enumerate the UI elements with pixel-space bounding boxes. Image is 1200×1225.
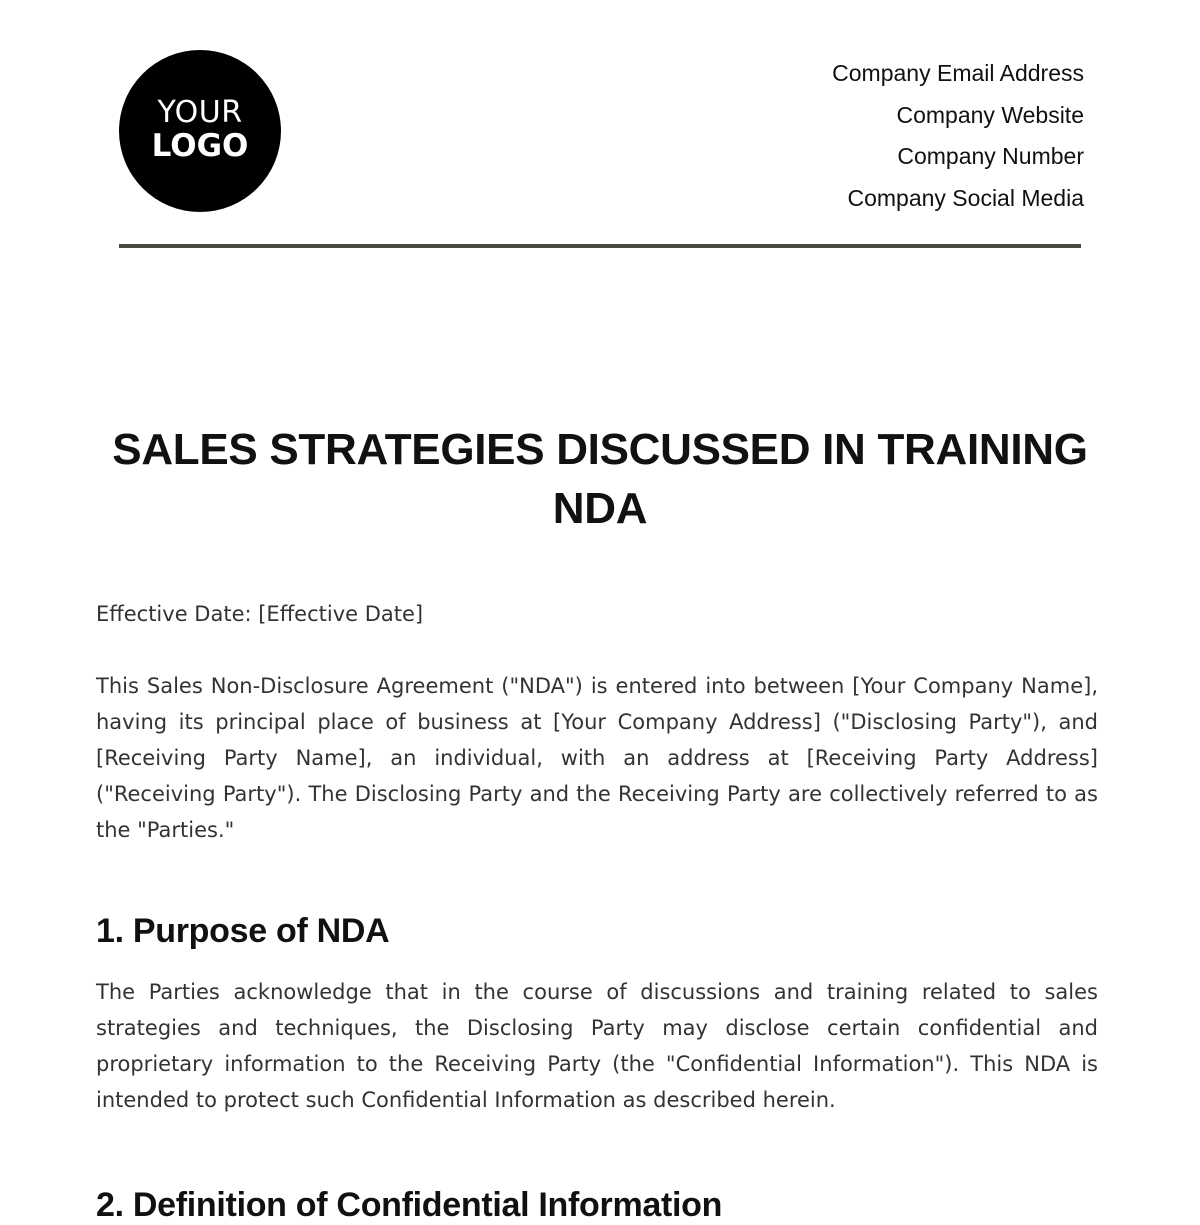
header-divider bbox=[119, 244, 1081, 248]
section-heading-definition: 2. Definition of Confidential Information bbox=[96, 1186, 723, 1224]
section-heading-purpose: 1. Purpose of NDA bbox=[96, 912, 390, 950]
company-social-media: Company Social Media bbox=[847, 184, 1084, 211]
company-logo bbox=[119, 50, 281, 212]
company-email: Company Email Address bbox=[832, 60, 1084, 86]
company-contact-block bbox=[832, 53, 1084, 219]
logo-text-line1: YOUR bbox=[157, 95, 243, 130]
document-body bbox=[96, 596, 1098, 1225]
effective-date: Effective Date: [Effective Date] bbox=[96, 602, 424, 626]
company-website: Company Website bbox=[896, 101, 1084, 128]
intro-paragraph: This Sales Non-Disclosure Agreement ("NDA") is entered into between [Your Company Name], having its principal place of business at [Your Company Address] ("Disclosing Party"), and [Receiving Party Name], an individual, with an address at [Receiving Party Address] ("Receiving Party"). The Disclosing Party and the Receiving Party are collectively referred to as the "Parties." bbox=[96, 674, 1098, 842]
section-body-purpose: The Parties acknowledge that in the course of discussions and training related to sales strategies and techniques, the Disclosing Party may disclose certain confidential and proprietary information to the Receiving Party (the "Confidential Information"). This NDA is intended to protect such Confidential Information as described herein. bbox=[96, 980, 1098, 1112]
logo-text-line2: LOGO bbox=[151, 128, 249, 164]
company-number: Company Number bbox=[897, 143, 1084, 169]
document-title: SALES STRATEGIES DISCUSSED IN TRAINING NDA bbox=[112, 425, 1088, 533]
